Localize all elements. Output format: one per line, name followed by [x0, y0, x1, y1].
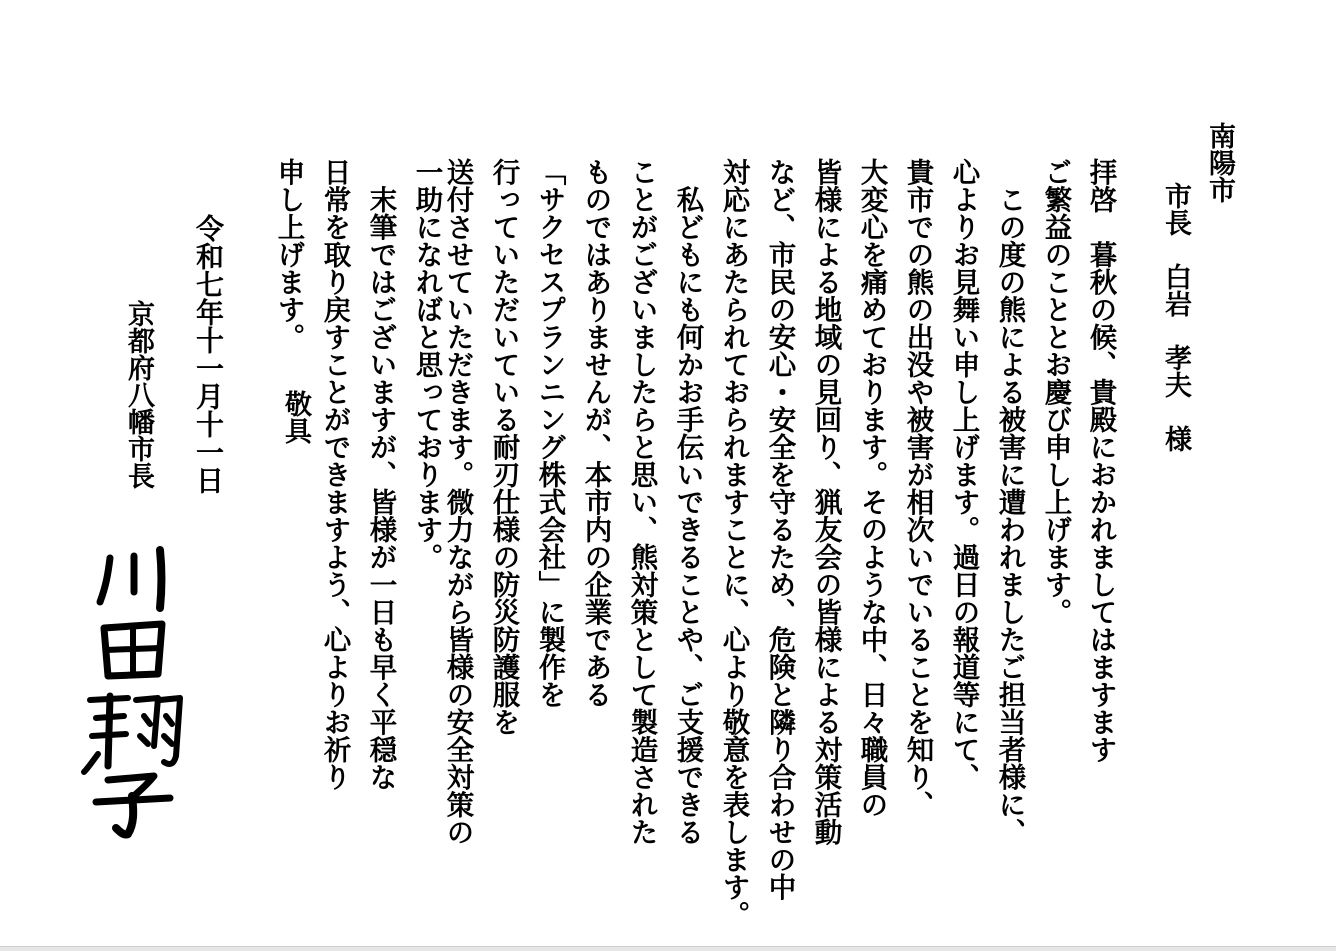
window-bottom-edge	[0, 946, 1336, 951]
body-line: 末筆ではございますが、皆様が一日も早く平穏な	[364, 158, 397, 791]
body-line: ものではありませんが、本市内の企業である	[579, 158, 612, 708]
letter-date: 令和七年十一月十一日	[192, 214, 225, 494]
body-line: 送付させていただきます。微力ながら皆様の安全対策の	[441, 158, 474, 846]
sender-title: 京都府八幡市長	[123, 300, 154, 489]
handwritten-signature	[78, 540, 188, 840]
body-line: 拝啓 暮秋の候、貴殿におかれましてはますます	[1084, 158, 1117, 763]
body-line: 大変心を痛めております。そのような中、日々職員の	[855, 158, 888, 818]
body-line: 一助になればと思っております。	[410, 158, 443, 571]
body-line: 対応にあたられておられますことに、心より敬意を表します。	[717, 158, 750, 928]
body-line: 「サクセスプランニング株式会社」に製作を	[533, 158, 566, 708]
body-line: 貴市での熊の出没や被害が相次いでいることを知り、	[901, 158, 934, 818]
body-line: 私どもにも何かお手伝いできることや、ご支援できる	[671, 158, 704, 846]
closing-keigu: 敬具	[280, 390, 311, 444]
body-line: など、市民の安心・安全を守るため、危険と隣り合わせの中	[763, 158, 796, 901]
addressee-city: 南陽市	[1204, 122, 1235, 203]
body-line: 心よりお見舞い申し上げます。過日の報道等にて、	[947, 158, 980, 791]
addressee-name: 市長 白岩 孝夫 様	[1160, 182, 1191, 452]
body-line: 行っていただいている耐刃仕様の防災防護服を	[487, 158, 520, 736]
body-line: この度の熊による被害に遭われましたご担当者様に、	[993, 158, 1026, 846]
body-line: ご繁益のこととお慶び申し上げます。	[1039, 158, 1072, 626]
body-line: 申し上げます。	[272, 158, 305, 351]
body-line: ことがございましたらと思い、熊対策として製造された	[625, 158, 658, 846]
body-line: 皆様による地域の見回り、猟友会の皆様による対策活動	[809, 158, 842, 846]
body-line: 日常を取り戻すことができますよう、心よりお祈り	[318, 158, 351, 791]
